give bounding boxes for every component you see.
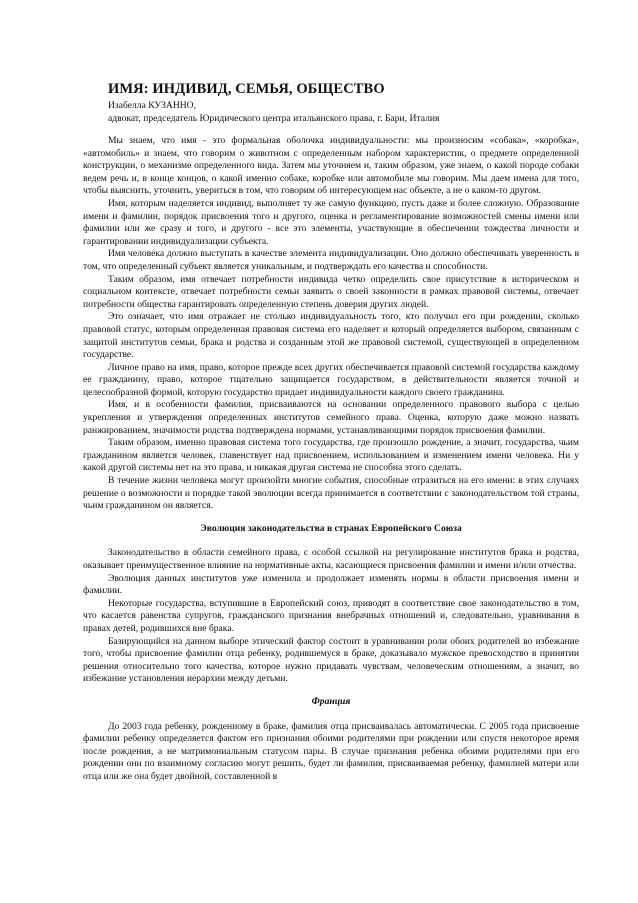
document-title: ИМЯ: ИНДИВИД, СЕМЬЯ, ОБЩЕСТВО [108,81,385,97]
paragraph: Таким образом, имя отвечает потребности индивида четко определить свое присутствие в историческом и социальном контексте, отвечает потребности семьи заявить о своей законности в рамках правовой системы, отвечает потребности общества гарантировать определенную степень доверия других людей. [83,273,579,310]
paragraph: Личное право на имя, право, которое прежде всех других обеспечивается правовой системой государства каждому ее гражданину, право, которое тщательно защищается государством, в действительности является точной и целесообразной формой, которую государство придает индивидуальности каждого своего гражданина. [83,361,579,398]
section-heading: Эволюция законодательства в странах Европейского Союза [200,522,462,534]
paragraph: Мы знаем, что имя - это формальная оболочка индивидуальности: мы произносим «собака», «коробка», «автомобиль» и знаем, что говорим о животном с определенным набором характеристик, о предмете определенной конструкции, о механизме определенного вида. Затем мы уточняем и, таким образом, уже знаем, о какой породе собаки ведем речь и, в конце концов, о какой именно собаке, коробке или автомобиле мы говорим. Мы даем имена для того, чтобы выяснить, уточнить, увериться в том, что говорим об интересующем нас объекте, а не о каком-то другом. [83,135,579,197]
author-role: адвокат, председатель Юридического центра итальянского права, г. Бари, Италия [108,112,440,124]
document-page [83,80,579,784]
paragraph: Некоторые государства, вступившие в Европейский союз, приводят в соответствие свое законодательство в том, что касается равенства супругов, гражданского признания внебрачных отношений и, следовательно, уравнивания в правах детей, родившихся вне брака. [83,597,579,634]
paragraph: В течение жизни человека могут произойти многие события, способные отразиться на его имени: в этих случаях решение о возможности и порядке такой эволюции всегда принимается в соответствии с законодательством той страны, чьим гражданином он является. [83,475,579,512]
paragraph: Имя человека должно выступать в качестве элемента индивидуализации. Оно должно обеспечивать уверенность в том, что определенный субъект является уникальным, и подтверждать его качества и способности. [83,248,579,272]
paragraph: Базирующийся на данном выборе этический фактор состоит в уравнивании роли обоих родителей во избежание того, чтобы присвоение фамилии отца ребенку, родившемуся в браке, доказывало мужское превосходство в принятии решения относительно того качества, которое нужно придавать чувствам, человеческим отношениям, а значит, во избежание установления иерархии между детьми. [83,635,579,685]
paragraph: Таким образом, именно правовая система того государства, где произошло рождение, а значит, государства, чьим гражданином является человек, главенствует над присвоением, использованием и изменением имени человека. Ни у какой другой системы нет на это права, и никакая другая система не способна этого сделать. [83,437,579,474]
eu-section [83,547,579,686]
author-name: Изабелла КУЗАННО, [108,100,197,111]
paragraph: Эволюция данных институтов уже изменила и продолжает изменять нормы в области присвоения имени и фамилии. [83,572,579,597]
paragraph: До 2003 года ребенку, рожденному в браке, фамилия отца присваивалась автоматически. С 2005 года присвоение фамилии ребенку определяется фактом его признания обоими родителями при рождении или спустя некоторое время после рождения, а не матримониальным статусом пары. В случае признания ребенка обоими родителями при его рождении они по взаимному согласию могут решить, будет ли фамилия, присваиваемая ребенку, фамилией матери или отца или же она будет двойной, составленной в [83,720,579,782]
intro-section [83,135,579,513]
paragraph: Имя, которым наделяется индивид, выполняет ту же самую функцию, пусть даже и более сложную. Образование имени и фамилии, порядок присвоения того и другого, оценка и регламентирование возможностей смены имени или фамилии или же сразу и того, и другого - все это элементы, участвующие в обеспечении тождества личности и гарантировании индивидуализации субъекта. [83,197,579,247]
paragraph: Имя, и в особенности фамилия, присваиваются на основании определенного правового выбора с целью укрепления и утверждения определенных институтов семейного права. Оценка, которую даже можно назвать ранжированием, значимости родства подтверждена нормами, устанавливающими порядок присвоения фамилии. [83,399,579,436]
subsection-heading: Франция [311,695,351,707]
france-section [83,721,579,784]
paragraph: Это означает, что имя отражает не столько индивидуальность того, кто получил его при рождении, сколько правовой статус, которым определенная правовая система его наделяет и который определяется выбором, связанным с защитой институтов семьи, брака и родства и созданным этой же правовой системой, существующей в определенном государстве. [83,311,579,361]
paragraph: Законодательство в области семейного права, с особой ссылкой на регулирование институтов брака и родства, оказывает преимущественное влияние на нормативные акты, касающиеся присвоения фамилии и имени и/или отчества. [83,547,579,571]
